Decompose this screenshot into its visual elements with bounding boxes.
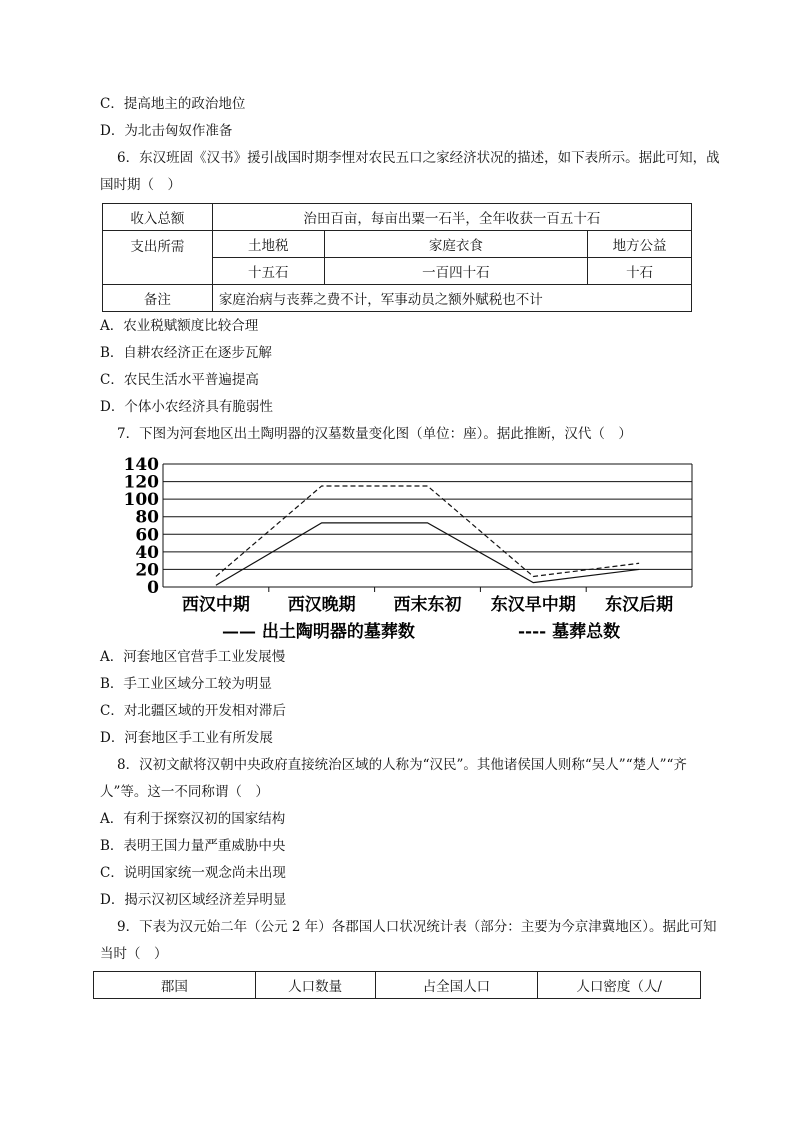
q5-option-d: D．为北击匈奴作准备 [100,123,233,139]
q9-header-share: 占全国人口 [375,972,538,999]
note-value: 家庭治病与丧葬之费不计，军事动员之额外赋税也不计 [212,285,691,312]
y-tick-label: 100 [123,490,159,511]
q8-stem-line2: 人”等。这一不同称谓（ ） [100,784,269,800]
q6-option-c: C．农民生活水平普遍提高 [100,372,259,388]
q9-header-commandery: 郡国 [94,972,256,999]
x-tick-label: 东汉早中期 [490,595,576,615]
q8-option-b: B．表明王国力量严重威胁中央 [100,838,286,854]
x-tick-label: 东汉后期 [605,595,674,615]
note-label: 备注 [103,285,213,312]
food-clothing-value: 一百四十石 [324,258,588,285]
q7-option-d: D．河套地区手工业有所发展 [100,730,273,746]
col-public-welfare: 地方公益 [588,231,692,258]
series-pottery-line [216,523,639,585]
q9-stem-line2: 当时（ ） [100,946,168,962]
q6-option-b: B．自耕农经济正在逐步瓦解 [100,345,272,361]
q6-table [102,203,692,312]
land-tax-value: 十五石 [212,258,324,285]
q8-option-d: D．揭示汉初区域经济差异明显 [100,892,287,908]
q6-stem-line1: 6．东汉班固《汉书》援引战国时期李悝对农民五口之家经济状况的描述，如下表所示。据此可知，战 [117,150,720,166]
y-tick-label: 20 [135,560,159,581]
q7-option-c: C．对北疆区域的开发相对滞后 [100,703,286,719]
tomb-count-chart [110,448,710,648]
q8-stem-line1: 8．汉初文献将汉朝中央政府直接统治区域的人称为“汉民”。其他诸侯国人则称“吴人”“楚人”“齐 [117,757,687,773]
y-tick-label: 60 [135,525,159,546]
q9-table [93,971,701,999]
x-tick-label: 西末东初 [393,595,462,615]
y-tick-label: 120 [123,472,159,493]
y-tick-label: 40 [135,542,159,563]
legend-solid: —— 出土陶明器的墓葬数 [222,622,415,642]
q7-option-b: B．手工业区域分工较为明显 [100,676,272,692]
col-food-clothing: 家庭衣食 [324,231,588,258]
income-value: 治田百亩，每亩出粟一石半，全年收获一百五十石 [212,204,691,231]
legend-dashed: ---- 墓葬总数 [518,622,621,642]
q6-stem-line2: 国时期（ ） [100,177,181,193]
col-land-tax: 土地税 [212,231,324,258]
q8-option-c: C．说明国家统一观念尚未出现 [100,865,286,881]
y-tick-label: 0 [147,578,159,598]
q9-header-density: 人口密度（人/ [538,972,701,999]
q6-option-a: A．农业税赋额度比较合理 [100,318,259,334]
public-welfare-value: 十石 [588,258,692,285]
expense-label: 支出所需 [103,231,213,285]
q6-option-d: D．个体小农经济具有脆弱性 [100,399,273,415]
x-tick-label: 西汉中期 [181,595,250,615]
x-tick-label: 西汉晚期 [287,595,356,615]
q7-option-a: A．河套地区官营手工业发展慢 [100,649,286,665]
y-tick-label: 80 [135,507,159,528]
q5-option-c: C．提高地主的政治地位 [100,96,246,112]
q9-stem-line1: 9．下表为汉元始二年（公元 2 年）各郡国人口状况统计表（部分：主要为今京津冀地区）。据此可知 [117,919,717,935]
q7-stem: 7．下图为河套地区出土陶明器的汉墓数量变化图（单位：座）。据此推断，汉代（ ） [117,426,632,442]
q9-header-population: 人口数量 [255,972,375,999]
q8-option-a: A．有利于探察汉初的国家结构 [100,811,286,827]
y-tick-label: 140 [123,455,159,475]
income-label: 收入总额 [103,204,213,231]
